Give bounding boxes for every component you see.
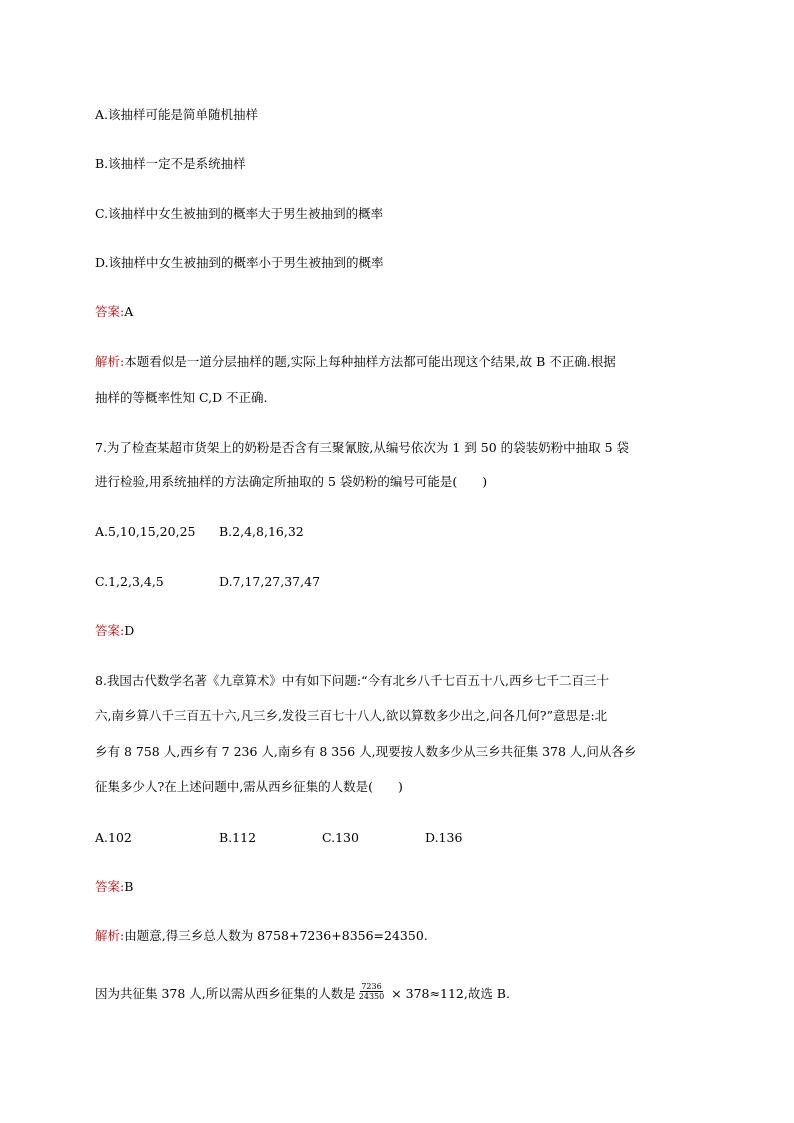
q8-question-line-1: 8.我国古代数学名著《九章算术》中有如下问题:“今有北乡八千七百五十八,西乡七千二百三十: [95, 673, 610, 688]
fraction: [358, 982, 385, 1001]
q6-answer: [95, 304, 133, 320]
q8-question-line-3: 乡有 8 758 人,西乡有 7 236 人,南乡有 8 356 人,现要按人数多少从三乡共征集 378 人,问从各乡: [95, 744, 637, 759]
q6-option-c: C.该抽样中女生被抽到的概率大于男生被抽到的概率: [95, 206, 384, 221]
q8-options-row: [95, 830, 462, 846]
answer-label: 答案:: [95, 879, 125, 894]
q6-option-d: D.该抽样中女生被抽到的概率小于男生被抽到的概率: [95, 255, 384, 270]
q7-options-row-1: [95, 524, 304, 540]
answer-label: 答案:: [95, 304, 125, 319]
q8-question-line-2: 六,南乡算八千三百五十六,凡三乡,发役三百七十八人,欲以算数多少出之,问各几何?”意思是:北: [95, 708, 608, 723]
fraction-numerator: 7236: [361, 982, 382, 991]
q7-option-a: A.5,10,15,20,25: [95, 524, 196, 539]
q7-question-line-1: 7.为了检查某超市货架上的奶粉是否含有三聚氰胺,从编号依次为 1 到 50 的袋装奶粉中抽取 5 袋: [95, 440, 630, 455]
q8-option-d: D.136: [425, 830, 463, 845]
answer-value: B: [124, 879, 134, 894]
q7-option-c: C.1,2,3,4,5: [95, 574, 164, 589]
answer-value: A: [124, 304, 134, 319]
q8-option-c: C.130: [322, 830, 359, 845]
analysis-text-before: 因为共征集 378 人,所以需从西乡征集的人数是: [95, 986, 356, 1001]
q6-analysis-line-1: [95, 354, 616, 370]
q7-options-row-2: [95, 574, 320, 590]
fraction-denominator: 24350: [358, 992, 385, 1001]
analysis-text: 本题看似是一道分层抽样的题,实际上每种抽样方法都可能出现这个结果,故 B 不正确.根据: [124, 354, 616, 369]
q7-question-line-2: 进行检验,用系统抽样的方法确定所抽取的 5 袋奶粉的编号可能是( ): [95, 474, 488, 489]
analysis-label: 解析:: [95, 928, 125, 943]
answer-label: 答案:: [95, 623, 125, 638]
q8-option-b: B.112: [219, 830, 257, 845]
q7-option-d: D.7,17,27,37,47: [219, 574, 321, 589]
q8-question-line-4: 征集多少人?在上述问题中,需从西乡征集的人数是( ): [95, 779, 403, 794]
q7-option-b: B.2,4,8,16,32: [219, 524, 304, 539]
analysis-label: 解析:: [95, 354, 125, 369]
q8-analysis-line-1: [95, 928, 428, 944]
q6-option-b: B.该抽样一定不是系统抽样: [95, 156, 246, 171]
q8-analysis-line-2: [95, 982, 510, 1004]
q6-analysis-line-2: 抽样的等概率性知 C,D 不正确.: [95, 390, 268, 405]
analysis-text: 由题意,得三乡总人数为 8758+7236+8356=24350.: [124, 928, 428, 943]
q7-answer: [95, 623, 134, 639]
q8-answer: [95, 879, 133, 895]
analysis-text-after: × 378≈112,故选 B.: [387, 986, 510, 1001]
q6-option-a: A.该抽样可能是简单随机抽样: [95, 107, 259, 122]
answer-value: D: [124, 623, 135, 638]
q8-option-a: A.102: [95, 830, 132, 845]
